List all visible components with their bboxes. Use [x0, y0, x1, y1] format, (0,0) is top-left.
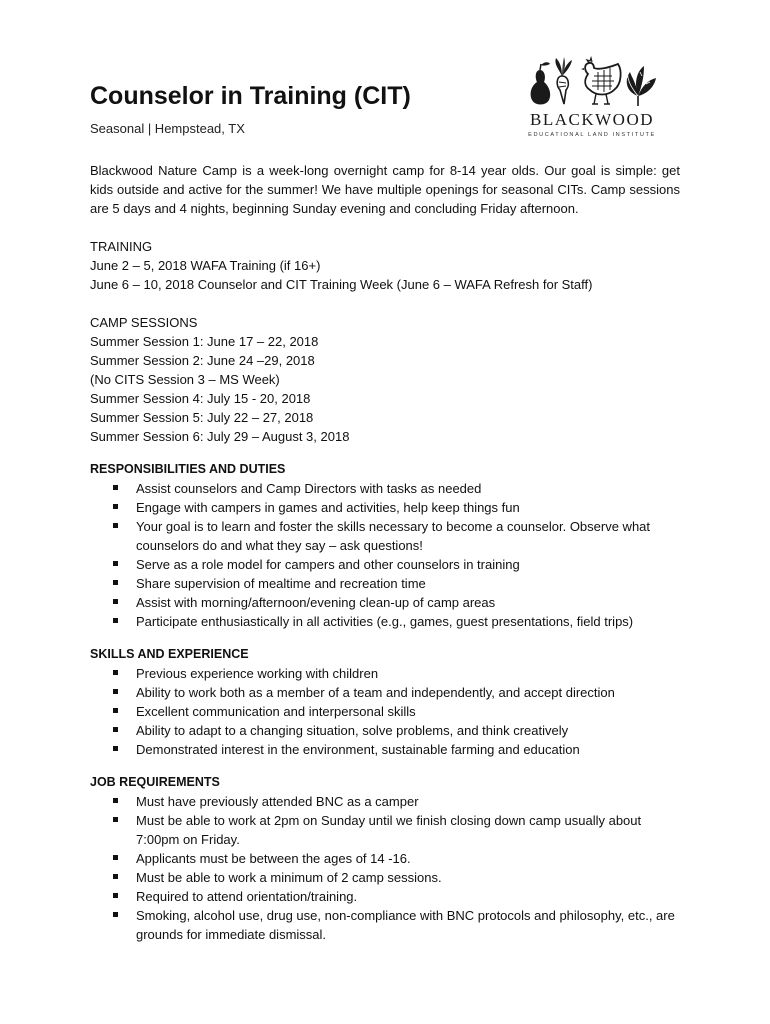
bullet-icon: [113, 599, 118, 604]
blackwood-logo: [522, 56, 662, 142]
bullet-icon: [113, 912, 118, 917]
requirements-heading: JOB REQUIREMENTS: [90, 775, 220, 789]
training-section: [90, 237, 680, 294]
sessions-heading: CAMP SESSIONS: [90, 315, 198, 330]
session-line: Summer Session 4: July 15 - 20, 2018: [90, 391, 311, 406]
camp-sessions-section: [90, 313, 680, 446]
bullet-icon: [113, 817, 118, 822]
logo-tagline: EDUCATIONAL LAND INSTITUTE: [528, 132, 656, 138]
list-item: Applicants must be between the ages of 14 -16.: [90, 849, 680, 868]
intro-paragraph: Blackwood Nature Camp is a week-long overnight camp for 8-14 year olds. Our goal is simple: get kids outside and active for the summer! We have multiple openings for seasonal CITs. Camp sessions are 5 days and 4 nights, beginning Sunday evening and concluding Friday afternoon.: [90, 163, 680, 216]
session-line: (No CITS Session 3 – MS Week): [90, 372, 280, 387]
bullet-icon: [113, 798, 118, 803]
farm-illustration-icon: [526, 56, 658, 108]
bullet-icon: [113, 670, 118, 675]
list-item: Assist with morning/afternoon/evening clean-up of camp areas: [90, 593, 680, 612]
list-item: Your goal is to learn and foster the skills necessary to become a counselor. Observe what counselors do and what they say – ask questions!: [90, 517, 680, 555]
list-item: Ability to work both as a member of a team and independently, and accept direction: [90, 683, 680, 702]
bullet-icon: [113, 523, 118, 528]
bullet-icon: [113, 874, 118, 879]
list-item: Share supervision of mealtime and recreation time: [90, 574, 680, 593]
bullet-icon: [113, 708, 118, 713]
list-item: Serve as a role model for campers and other counselors in training: [90, 555, 680, 574]
requirements-list: [90, 792, 680, 944]
list-item: Must be able to work a minimum of 2 camp sessions.: [90, 868, 680, 887]
training-heading: TRAINING: [90, 239, 153, 254]
hen-icon: [581, 58, 621, 104]
logo-wordmark: BLACKWOOD: [530, 110, 654, 129]
session-line: Summer Session 2: June 24 –29, 2018: [90, 353, 315, 368]
session-line: Summer Session 5: July 22 – 27, 2018: [90, 410, 314, 425]
responsibilities-list: [90, 479, 680, 631]
session-line: Summer Session 6: July 29 – August 3, 2018: [90, 429, 350, 444]
list-item: Participate enthusiastically in all activities (e.g., games, guest presentations, field trips): [90, 612, 680, 631]
list-item: Ability to adapt to a changing situation, solve problems, and think creatively: [90, 721, 680, 740]
list-item: Smoking, alcohol use, drug use, non-compliance with BNC protocols and philosophy, etc., are grounds for immediate dismissal.: [90, 906, 680, 944]
list-item: Engage with campers in games and activities, help keep things fun: [90, 498, 680, 517]
list-item: Demonstrated interest in the environment, sustainable farming and education: [90, 740, 680, 759]
root-vegetable-icon: [555, 57, 572, 104]
job-description: [90, 161, 680, 944]
list-item: Assist counselors and Camp Directors with tasks as needed: [90, 479, 680, 498]
bullet-icon: [113, 689, 118, 694]
skills-heading: SKILLS AND EXPERIENCE: [90, 647, 249, 661]
bullet-icon: [113, 727, 118, 732]
bullet-icon: [113, 580, 118, 585]
bullet-icon: [113, 746, 118, 751]
pear-icon: [531, 62, 551, 104]
list-item: Must have previously attended BNC as a camper: [90, 792, 680, 811]
training-line: June 2 – 5, 2018 WAFA Training (if 16+): [90, 258, 321, 273]
leafy-greens-icon: [627, 66, 656, 106]
bullet-icon: [113, 504, 118, 509]
bullet-icon: [113, 618, 118, 623]
skills-list: [90, 664, 680, 759]
bullet-icon: [113, 855, 118, 860]
list-item: Required to attend orientation/training.: [90, 887, 680, 906]
list-item: Excellent communication and interpersonal skills: [90, 702, 680, 721]
job-location: Seasonal | Hempstead, TX: [90, 121, 245, 136]
bullet-icon: [113, 893, 118, 898]
bullet-icon: [113, 485, 118, 490]
training-line: June 6 – 10, 2018 Counselor and CIT Training Week (June 6 – WAFA Refresh for Staff): [90, 277, 593, 292]
session-line: Summer Session 1: June 17 – 22, 2018: [90, 334, 319, 349]
bullet-icon: [113, 561, 118, 566]
responsibilities-heading: RESPONSIBILITIES AND DUTIES: [90, 462, 286, 476]
page-title: Counselor in Training (CIT): [90, 82, 411, 110]
list-item: Must be able to work at 2pm on Sunday until we finish closing down camp usually about 7:00pm on Friday.: [90, 811, 680, 849]
list-item: Previous experience working with children: [90, 664, 680, 683]
